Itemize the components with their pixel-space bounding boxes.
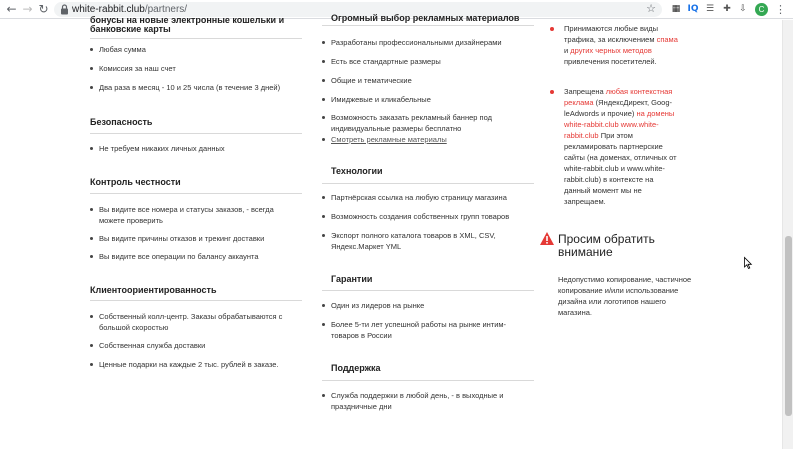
section-heading-technology: Технологии bbox=[331, 166, 383, 176]
list-item: Любая сумма bbox=[90, 44, 302, 55]
list-item: Собственный колл-центр. Заказы обрабатываются с большой скоростью bbox=[90, 311, 296, 333]
divider bbox=[90, 300, 302, 301]
warning-icon bbox=[539, 231, 555, 246]
divider bbox=[322, 380, 534, 381]
url-host: white-rabbit.club bbox=[72, 4, 145, 15]
view-materials-link-text: Смотреть рекламные материалы bbox=[331, 135, 447, 144]
rule-text: Принимаются любые виды трафика, за исключением bbox=[564, 24, 658, 44]
back-icon[interactable]: ← bbox=[6, 2, 17, 16]
page-scrollbar[interactable] bbox=[782, 20, 793, 449]
list-item: Два раза в месяц - 10 и 25 числа (в течение 3 дней) bbox=[90, 82, 302, 93]
rule-text: и bbox=[564, 46, 571, 55]
section-heading-security: Безопасность bbox=[90, 117, 153, 127]
list-item: Вы видите все операции по балансу аккаунта bbox=[90, 251, 302, 262]
rule-highlight: спама bbox=[656, 35, 678, 44]
download-icon[interactable]: ⇩ bbox=[739, 4, 747, 14]
puzzle-extension-icon[interactable]: ✚ bbox=[723, 4, 731, 14]
divider bbox=[90, 133, 302, 134]
list-item: Служба поддержки в любой день, - в выходные и праздничные дни bbox=[322, 390, 522, 412]
section-heading-materials: Огромный выбор рекламных материалов bbox=[331, 13, 520, 23]
divider bbox=[90, 38, 302, 39]
divider bbox=[322, 25, 534, 26]
list-item: Есть все стандартные размеры bbox=[322, 56, 534, 67]
iq-extension-icon[interactable]: IQ bbox=[687, 4, 699, 14]
forward-icon[interactable]: → bbox=[22, 2, 33, 16]
section-heading-support: Поддержка bbox=[331, 363, 381, 373]
url-path: /partners/ bbox=[144, 4, 188, 15]
list-item: Имиджевые и кликабельные bbox=[322, 94, 534, 105]
divider bbox=[90, 193, 302, 194]
list-item: Общие и тематические bbox=[322, 75, 534, 86]
rule-text: Запрещена bbox=[564, 87, 606, 96]
lock-icon bbox=[60, 4, 69, 15]
rule-item-context-ads bbox=[550, 86, 680, 207]
list-item: Собственная служба доставки bbox=[90, 340, 302, 351]
mouse-cursor-icon bbox=[744, 257, 752, 269]
rule-highlight: на домены white-rabbit.club www.white-rabbit.club bbox=[564, 109, 675, 140]
list-item: Один из лидеров на рынке bbox=[322, 300, 534, 311]
list-item: Возможность создания собственных групп товаров bbox=[322, 211, 534, 222]
section-heading-client-focus: Клиентоориентированность bbox=[90, 285, 217, 295]
rule-highlight: других черных методов bbox=[570, 46, 652, 55]
section-heading-guarantees: Гарантии bbox=[331, 274, 373, 284]
list-item: Разработаны профессиональными дизайнерами bbox=[322, 37, 534, 48]
rule-highlight: любая контекстная реклама bbox=[564, 87, 673, 107]
list-item: Вы видите причины отказов и трекинг доставки bbox=[90, 233, 302, 244]
list-item: Ценные подарки на каждые 2 тыс. рублей в заказе. bbox=[90, 359, 302, 370]
menu-kebab-icon[interactable]: ⋮ bbox=[775, 3, 786, 16]
list-item: Экспорт полного каталога товаров в XML, CSV, Яндекс.Маркет YML bbox=[322, 230, 504, 252]
rule-item-traffic bbox=[550, 23, 680, 67]
view-materials-link[interactable] bbox=[322, 134, 534, 145]
sliders-extension-icon[interactable]: ☰ bbox=[705, 4, 715, 14]
list-item: Более 5-ти лет успешной работы на рынке интим-товаров в России bbox=[322, 319, 522, 341]
section-heading-payouts-line2: банковские карты bbox=[90, 24, 171, 34]
divider bbox=[322, 290, 534, 291]
list-item: Возможность заказать рекламный баннер под индивидуальные размеры бесплатно bbox=[322, 112, 516, 134]
divider bbox=[322, 183, 534, 184]
list-item: Вы видите все номера и статусы заказов, - всегда можете проверить bbox=[90, 204, 296, 226]
section-heading-honesty: Контроль честности bbox=[90, 177, 181, 187]
reload-icon[interactable]: ↻ bbox=[38, 2, 49, 16]
list-item: Не требуем никаких личных данных bbox=[90, 143, 302, 154]
notice-text: Недопустимо копирование, частичное копирование и/или использование дизайна или логотипов нашего магазина. bbox=[558, 275, 692, 317]
list-item: Партнёрская ссылка на любую страницу магазина bbox=[322, 192, 534, 203]
rule-text: привлечения посетителей. bbox=[564, 57, 657, 66]
list-item: Комиссия за наш счет bbox=[90, 63, 302, 74]
notice-title: Просим обратить внимание bbox=[558, 232, 655, 259]
rule-text: (ЯндексДирект, Goog-leAdwords и прочие) bbox=[564, 98, 672, 118]
page-content bbox=[0, 13, 782, 449]
grid-extension-icon[interactable]: ▦ bbox=[671, 4, 681, 14]
bookmark-star-icon[interactable]: ☆ bbox=[646, 2, 656, 15]
rule-text: При этом рекламировать партнерские сайты (на доменах, отличных от white-rabbit.club и www.white-rabbit.club) в контексте на данный момент мы не запрещаем. bbox=[564, 131, 677, 206]
section-heading-payouts: бонусы на новые электронные кошельки и bbox=[90, 15, 285, 25]
profile-avatar[interactable]: C bbox=[755, 3, 768, 16]
scrollbar-thumb[interactable] bbox=[785, 236, 792, 416]
